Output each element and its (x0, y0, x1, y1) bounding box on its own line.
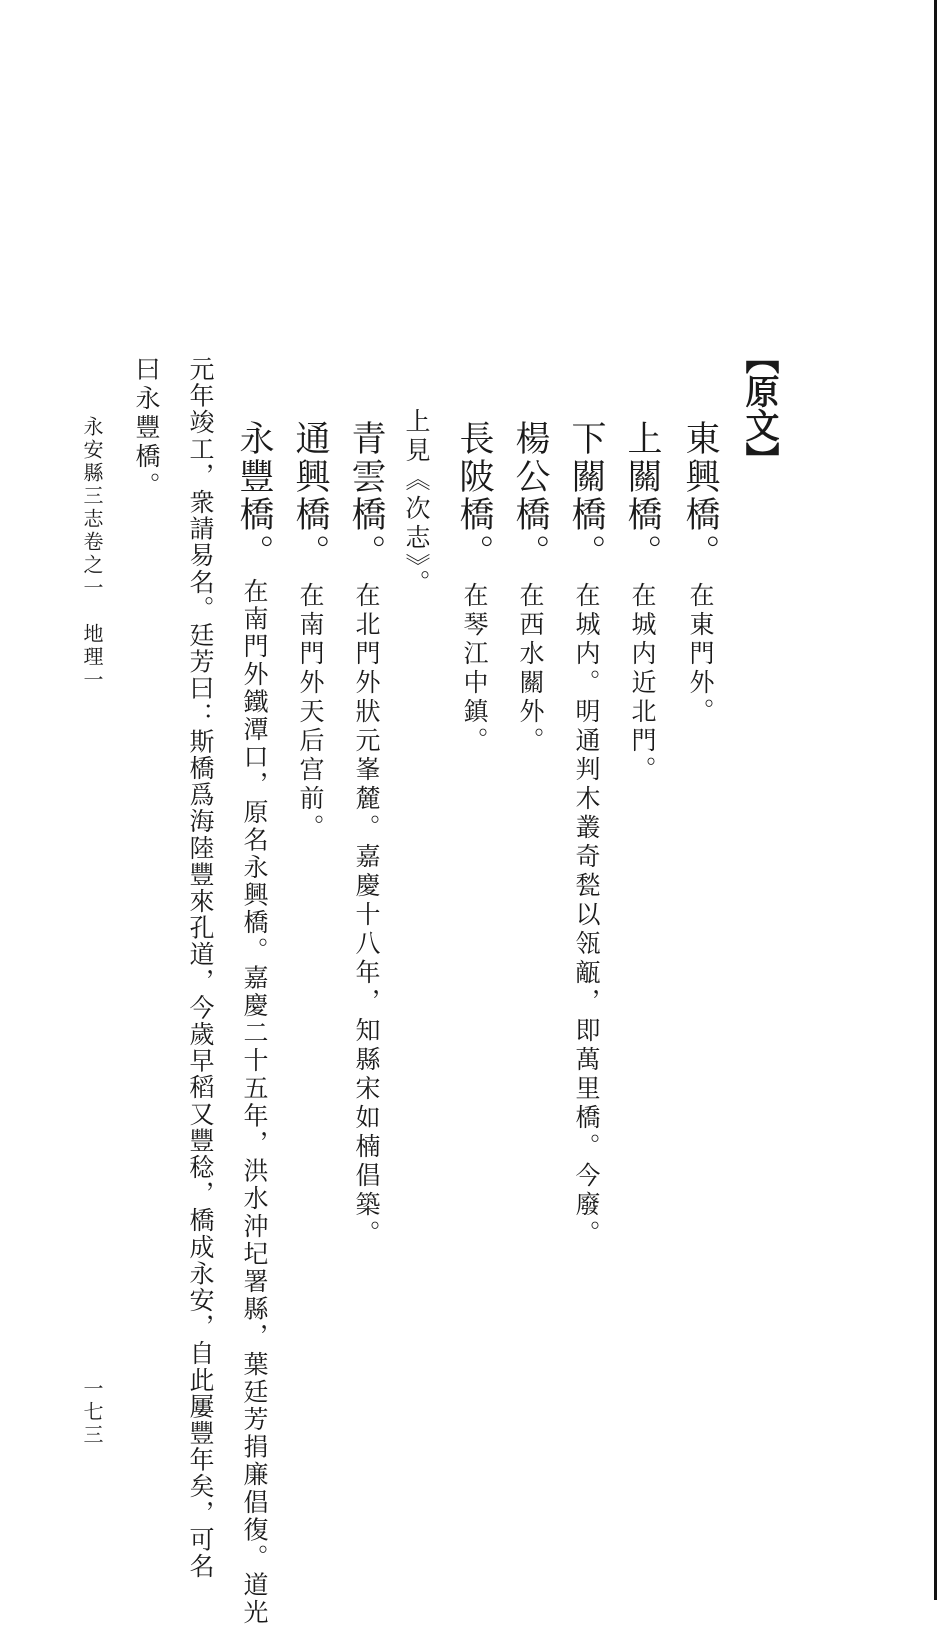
bridge-desc: 在琴江中鎮。 (460, 582, 489, 756)
bridge-entry (622, 420, 662, 785)
page-edge-line (934, 0, 937, 1600)
text-continuation: 元年竣工，衆請易名。廷芳曰：斯橋爲海陸豐來孔道，今歲早稻又豐稔，橋成永安，自此屢豐年矣，可名 (186, 356, 215, 1580)
bridge-desc: 在南門外天后宫前。 (296, 582, 325, 843)
bridge-entry (510, 420, 550, 756)
bridge-entry (454, 420, 494, 756)
bridge-name: 長陂橋。 (454, 420, 494, 572)
bridge-desc: 在東門外。 (686, 582, 715, 727)
bridge-entry (234, 420, 274, 1627)
source-note: 上見《次志》。 (402, 408, 431, 599)
bridge-name: 通興橋。 (290, 420, 330, 572)
bridge-name: 下關橋。 (566, 420, 606, 572)
bridge-entry (290, 420, 330, 843)
bridge-desc: 在南門外鐵潭口，原名永興橋。嘉慶二十五年，洪水沖圮署縣，葉廷芳捐廉倡復。道光 (240, 578, 269, 1627)
bridge-entry (346, 420, 386, 1249)
bridge-desc: 在城内近北門。 (628, 582, 657, 785)
running-title: 永安縣三志卷之一 地理一 (80, 416, 104, 692)
page-number: 一七三 (80, 1378, 104, 1447)
bridge-entry (680, 420, 720, 727)
bridge-name: 永豐橋。 (234, 420, 274, 572)
bridge-entry (566, 420, 606, 1249)
text-continuation: 曰永豐橋。 (132, 356, 161, 501)
bridge-name: 東興橋。 (680, 420, 720, 572)
bridge-name: 青雲橋。 (346, 420, 386, 572)
bridge-desc: 在城内。明通判木叢奇甃以瓴甋，即萬里橋。今廢。 (572, 582, 601, 1249)
bridge-name: 上關橋。 (622, 420, 662, 572)
bridge-name: 楊公橋。 (510, 420, 550, 572)
bridge-desc: 在北門外狀元峯麓。嘉慶十八年，知縣宋如楠倡築。 (352, 582, 381, 1249)
section-heading: 【原文】 (739, 340, 779, 476)
bridge-desc: 在西水關外。 (516, 582, 545, 756)
